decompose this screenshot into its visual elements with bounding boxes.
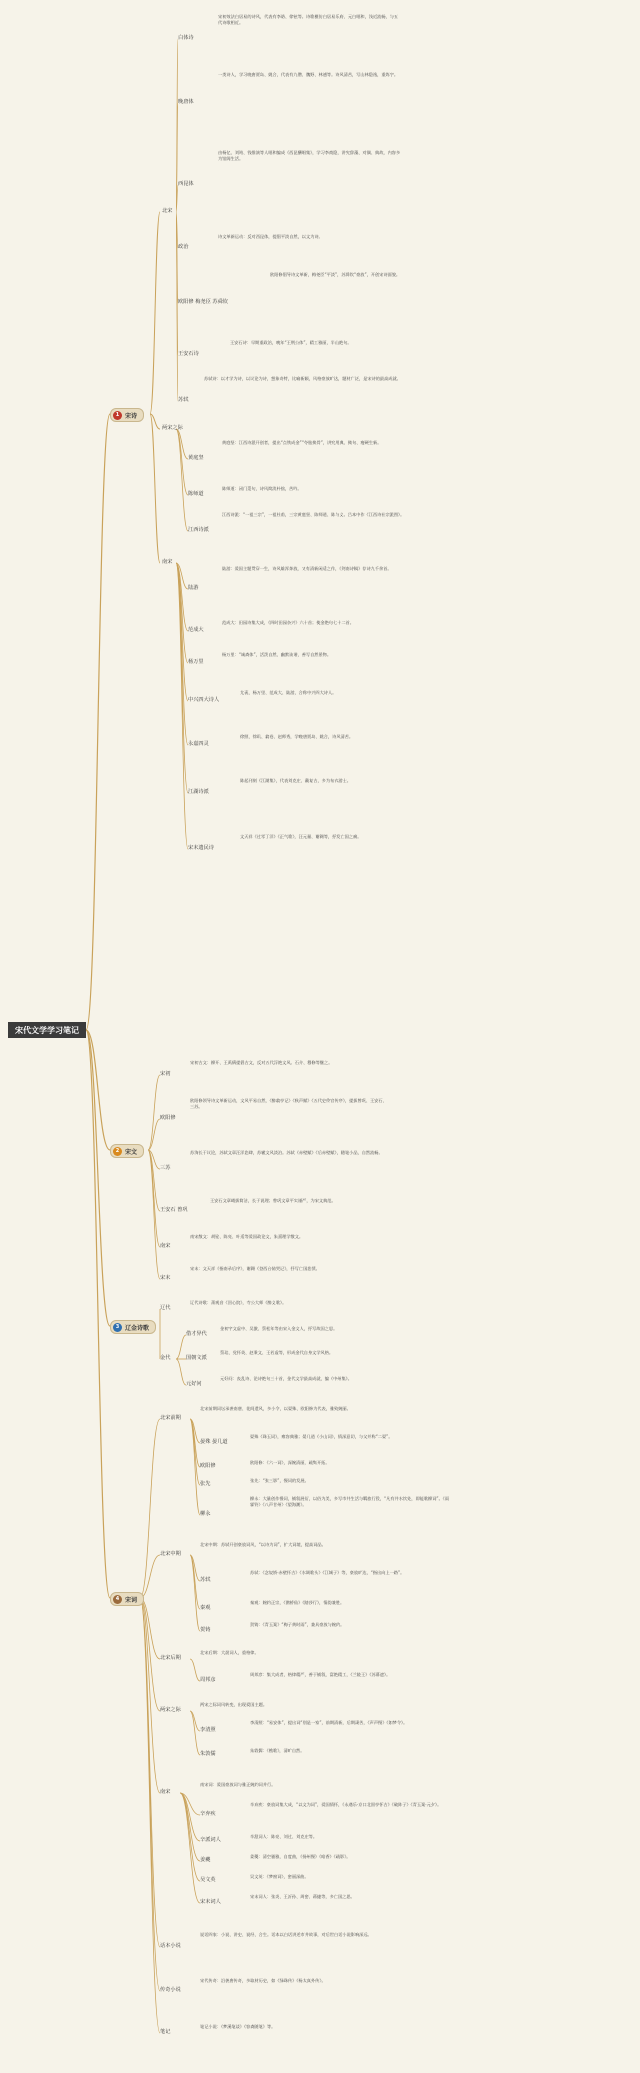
topic-label: 西昆体 [178,181,194,187]
note-text: 贺铸：《青玉案》“梅子黄时雨”，兼具豪放与婉约。 [250,1622,345,1627]
connector-curve [190,1555,200,1631]
connector-curve [190,1419,200,1485]
topic-label: 元好问 [186,1381,202,1387]
note-text: 北宋前期词坛承袭南唐、花间遗风，多小令，以晏殊、欧阳修为代表，雅致婉丽。 [200,1406,351,1411]
root-title[interactable]: 宋代文学学习笔记 [8,1022,86,1038]
topic-label: 苏轼 [200,1577,211,1583]
period-label: 南宋 [162,559,173,565]
note-text: 尤袤、杨万里、范成大、陆游，合称中兴四大诗人。 [240,690,337,695]
note-text: 徐照、徐玑、翁卷、赵师秀，学晚唐贾岛、姚合，诗风清苦。 [240,734,354,739]
topic-label: 政治 [178,244,189,250]
topic-label: 晏殊 晏几道 [200,1439,228,1445]
note-text: 陈起刊刻《江湖集》，代表刘克庄、戴复古，多为布衣游士。 [240,778,351,783]
topic-label: 江湖诗派 [188,789,209,795]
connector-curve [190,1555,200,1581]
note-text: 王安石文章峭拔简洁，长于说理；曾巩文章平实谨严，为宋文典范。 [210,1198,336,1203]
category-prose[interactable] [110,1144,144,1158]
connector-curve [190,1419,200,1515]
connector-curve [140,1598,160,1947]
topic-label: 宋初 [160,1071,171,1077]
category-label: 辽金诗歌 [125,1324,150,1332]
connector-curve [180,1793,200,1903]
category-number-badge: 3 [113,1323,122,1332]
connector-curve [150,414,160,429]
topic-label: 黄庭坚 [188,455,204,461]
connector-curve [176,1359,186,1385]
topic-label: 苏轼 [178,397,189,403]
note-text: 宋末词人：张炎、王沂孙、周密、蒋捷等，多亡国之思。 [250,1894,355,1899]
topic-label: 国朝文派 [186,1355,207,1361]
topic-label: 周邦彦 [200,1677,216,1683]
connector-curve [180,1793,200,1841]
connector-curve [148,1075,160,1150]
topic-label: 晚唐体 [178,99,194,105]
topic-label: 吴文英 [200,1877,216,1883]
note-text: 辛派词人：陈亮、刘过、刘克庄等。 [250,1834,318,1839]
note-text: 辛弃疾：豪放词集大成，“以文为词”，爱国情怀，《永遇乐·京口北固亭怀古》《破阵子》《青玉案·元夕》。 [250,1802,442,1807]
connector-curve [148,1150,160,1169]
topic-label: 贺铸 [200,1627,211,1633]
connector-curve [176,103,178,212]
connector-curve [148,1150,160,1247]
topic-label: 朱敦儒 [200,1751,216,1757]
note-text: 吴文英：《梦窗词》，密丽深曲。 [250,1874,309,1879]
topic-label: 辛派词人 [200,1837,221,1843]
topic-label: 姜夔 [200,1857,211,1863]
connector-curve [176,429,188,459]
connector-curve [140,1419,160,1598]
connector-curve [180,1793,200,1815]
note-text: 一类诗人，学习晚唐贾岛、姚合，代表有九僧、魏野、林逋等。诗风清苦，写山林隐逸，重炼字。 [218,72,399,77]
topic-label: 杨万里 [188,659,204,665]
note-text: 宋初效法白居易的诗风，代表有李昉、徐铉等。诗歌模仿白居易乐府、元白唱和，浅近流畅，与五代诗歌相近。 [218,14,399,26]
note-text: 苏轼：《念奴娇·赤壁怀古》《水调歌头》《江城子》等，豪放旷达，“指出向上一路”。 [250,1570,405,1575]
category-label: 宋诗 [125,412,138,420]
topic-label: 张先 [200,1481,211,1487]
connector-curve [140,1598,160,1659]
connector-curve [180,1793,200,1881]
connector-curve [150,212,160,414]
note-text: 朱敦儒：《樵歌》，清旷自然。 [250,1748,305,1753]
topic-label: 王安石诗 [178,351,199,357]
note-text: 南宋词：爱国豪放词与雅正婉约词并行。 [200,1782,276,1787]
note-text: 陆游：爱国主题贯穿一生，诗风雄浑奔放，又有清新闲适之作，《剑南诗稿》存诗九千余首。 [222,566,392,571]
topic-label: 陈师道 [188,491,204,497]
topic-label: 宋末词人 [200,1899,221,1905]
topic-label: 两宋之际 [160,1707,181,1713]
note-text: 欧阳修倡导诗文革新，梅尧臣“平淡”，苏舜钦“豪放”，开创宋诗面貌。 [270,272,401,277]
topic-label: 笔记 [160,2029,171,2035]
note-text: 秦观：婉约正宗，《鹊桥仙》《踏莎行》，情韵兼胜。 [250,1600,345,1605]
note-text: 两宋之际词风转变，出现爱国主题。 [200,1702,268,1707]
topic-label: 北宋后期 [160,1655,181,1661]
connector-curve [140,1598,160,1793]
connector-curve [148,1119,160,1150]
topic-label: 江西诗派 [188,527,209,533]
note-text: 欧阳修领导诗文革新运动，文风平易自然，《醉翁亭记》《秋声赋》《五代史伶官传序》，提拔曾巩、王安石、三苏。 [190,1098,387,1110]
topic-label: 辛弃疾 [200,1811,216,1817]
note-text: 周邦彦：集大成者，格律精严，善于铺叙，富艳精工，《兰陵王》《苏幕遮》。 [250,1672,391,1677]
connector-curve [176,563,188,793]
note-text: 辽代诗歌：萧观音《回心院》，寺公大师《醉义歌》。 [190,1300,287,1305]
note-text: 范成大：田园诗集大成，《四时田园杂兴》六十首；使金绝句七十二首。 [222,620,354,625]
note-text: 张先：“张三影”，慢词的发展。 [250,1478,309,1483]
note-text: 文天祥《过零丁洋》《正气歌》，汪元量、谢翱等，抒发亡国之痛。 [240,834,362,839]
connector-curve [176,185,178,212]
topic-label: 南宋 [160,1243,171,1249]
topic-label: 三苏 [160,1165,171,1171]
connector-curve [148,1150,160,1279]
connector-curve [86,414,110,1030]
note-text: 北宋后期：大晟词人，重格律。 [200,1650,259,1655]
note-text: 北宋中期：苏轼开创豪放词风，“以诗为词”，扩大词境，提高词品。 [200,1542,326,1547]
topic-label: 南宋 [160,1789,171,1795]
topic-label: 中兴四大诗人 [188,697,220,703]
note-text: 杨万里：“诚斋体”，活泼自然、幽默诙谐，善写自然景物。 [222,652,332,657]
note-text: 李清照：“易安体”，提出词“别是一家”，前期清新，后期凄苦，《声声慢》《如梦令》。 [250,1720,408,1725]
topic-label: 欧阳修 [160,1115,176,1121]
connector-curve [140,1555,160,1598]
connector-curve [176,1335,186,1359]
topic-label: 欧阳修 梅尧臣 苏舜钦 [178,299,228,305]
connector-curve [190,1555,200,1609]
connector-curve [176,563,188,745]
topic-label: 北宋前期 [160,1415,181,1421]
note-text: 苏轼诗：以才学为诗，以议论为诗，想象奇特，比喻新颖，风格豪放旷达，题材广泛，是宋诗的最高成就。 [204,376,401,381]
category-ci[interactable] [110,1592,144,1606]
note-text: 柳永：大量创作慢词，铺叙展衍，以俗为美，多写市井生活与羁旅行役，“凡有井水饮处，即能歌柳词”。《雨霖铃》《八声甘州》《望海潮》。 [250,1496,450,1508]
connector-curve [190,1711,200,1755]
topic-label: 金代 [160,1355,171,1361]
topic-label: 话本小说 [160,1943,181,1949]
connector-curve [86,1030,110,1598]
note-text: 苏洵长于议论，苏轼文章汪洋恣肆，苏辙文风淡泊。苏轼《赤壁赋》《后赤壁赋》，随笔小品，自然流畅。 [190,1150,383,1155]
connector-curve [176,212,178,401]
period-label: 北宋 [162,208,173,214]
connector-curve [140,1598,160,1991]
topic-label: 借才异代 [186,1331,207,1337]
note-text: 黄庭坚：江西诗派开创者，提出“点铁成金”“夺胎换骨”，讲究用典、拗句、瘦硬生新。 [222,440,382,445]
topic-label: 辽代 [160,1305,171,1311]
note-text: 蔡珪、党怀英、赵秉文、王若虚等，形成金代自身文学风格。 [220,1350,334,1355]
connector-curve [140,1598,160,1711]
note-text: 欧阳修：《六一词》，深婉清丽，疏隽开拓。 [250,1460,330,1465]
note-text: 姜夔：清空骚雅，自度曲，《扬州慢》《暗香》《疏影》。 [250,1854,351,1859]
note-text: 晏殊《珠玉词》，雍容典雅；晏几道《小山词》，情深意切，与父并称“二晏”。 [250,1434,393,1439]
connector-curve [176,563,188,701]
topic-label: 陆游 [188,585,199,591]
connector-curve [86,1030,110,1326]
connector-curve [176,429,188,531]
category-poetry[interactable] [110,408,144,422]
topic-label: 王安石 曾巩 [160,1207,188,1213]
connector-curve [190,1711,200,1731]
topic-label: 永嘉四灵 [188,741,209,747]
topic-label: 白体诗 [178,35,194,41]
note-text: 笔记小说：《梦溪笔谈》《容斋随笔》等。 [200,2024,276,2029]
category-label: 宋文 [125,1148,138,1156]
category-number-badge: 1 [113,411,122,420]
connector-curve [148,1150,160,1211]
note-text: 宋代传奇：沿袭唐传奇，多取材历史，如《绿珠传》《杨太真外传》。 [200,1978,326,1983]
connector-curve [176,563,188,849]
connector-curve [176,563,188,663]
connector-curve [180,1793,200,1861]
note-text: 王安石诗：早期重政治，晚年“王荆公体”，精工雅丽，半山绝句。 [230,340,352,345]
topic-label: 李清照 [200,1727,216,1733]
topic-label: 宋末遗民诗 [188,845,214,851]
note-text: 陈师道：闭门觅句，诗风简淡朴拙，苦吟。 [222,486,302,491]
connector-curve [176,563,188,589]
note-text: 由杨亿、刘筠、钱惟演等人唱和编成《西昆酬唱集》，学习李商隐，讲究辞藻、对偶、典故，内容多为馆阁生活。 [218,150,401,162]
note-text: 元好问：丧乱诗、论诗绝句三十首，金代文学最高成就，编《中州集》。 [220,1376,352,1381]
category-number-badge: 4 [113,1595,122,1604]
topic-label: 秦观 [200,1605,211,1611]
category-number-badge: 2 [113,1147,122,1156]
topic-label: 北宋中期 [160,1551,181,1557]
note-text: 宋末：文天祥《指南录后序》，谢翱《登西台恸哭记》，抒写亡国悲愤。 [190,1266,320,1271]
topic-label: 欧阳修 [200,1463,216,1469]
topic-label: 范成大 [188,627,204,633]
note-text: 金初宇文虚中、吴激、蔡松年等由宋入金文人，抒写故国之思。 [220,1326,338,1331]
note-text: 江西诗派：“一祖三宗”，一祖杜甫，三宗黄庭坚、陈师道、陈与义。吕本中作《江西诗社宗派图》。 [222,512,405,517]
note-text: 南宋散文：胡铨、陈亮、叶适等爱国政论文，朱熹理学散文。 [190,1234,304,1239]
topic-label: 宋末 [160,1275,171,1281]
connector-curve [176,212,178,355]
connector-curve [86,1030,110,1150]
connector-curve [190,1659,200,1681]
connector-curve [190,1419,200,1443]
connector-curve [140,1598,160,2033]
note-text: 诗文革新运动：反对西昆体，提倡平淡自然，以文为诗。 [218,234,323,239]
note-text: 宋初古文：柳开、王禹偁提倡古文，反对五代浮艳文风。石介、穆修等继之。 [190,1060,333,1065]
connector-curve [176,212,178,248]
connector-curve [176,563,188,631]
category-liaojin[interactable] [110,1320,156,1334]
connector-curve [150,414,160,563]
note-text: 说话四家：小说、讲史、说经、合生。话本以白话讲述市井故事，对后世白话小说影响深远。 [200,1932,372,1937]
connector-curve [190,1419,200,1467]
connector-curve [176,429,188,495]
topic-label: 传奇小说 [160,1987,181,1993]
connector-curve [176,212,178,303]
category-label: 宋词 [125,1596,138,1604]
topic-label: 柳永 [200,1511,211,1517]
period-label: 两宋之际 [162,425,183,431]
